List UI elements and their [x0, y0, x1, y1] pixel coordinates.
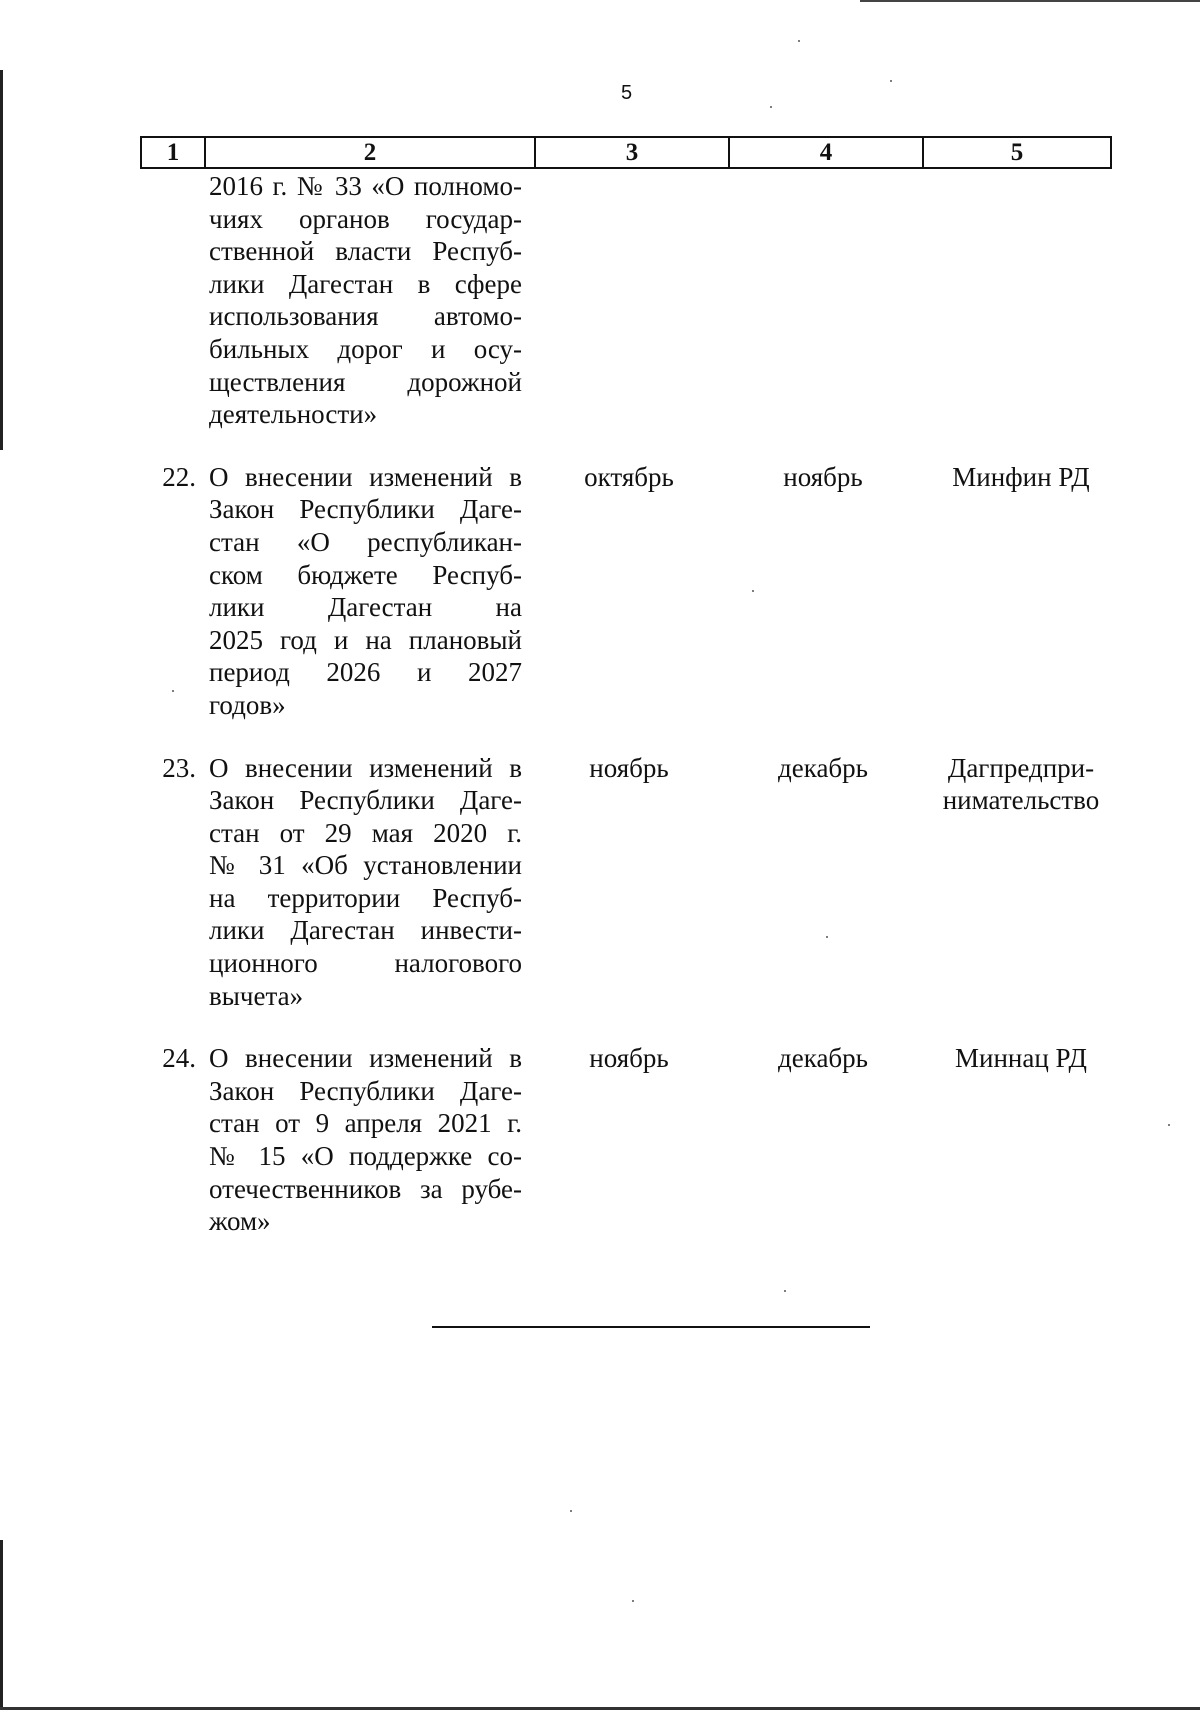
title-line: жом»	[209, 1206, 271, 1237]
end-of-document-rule	[432, 1326, 870, 1328]
row-title	[202, 170, 522, 431]
scan-speck	[752, 590, 754, 592]
row-col5	[920, 461, 1112, 493]
title-line: ционного налогового	[209, 948, 522, 979]
title-line: 2025 год и на плановый	[209, 624, 522, 655]
table-header	[140, 136, 1112, 169]
title-line: на территории Респуб-	[209, 882, 522, 913]
header-cell-1: 1	[142, 138, 206, 167]
row-title	[202, 461, 522, 722]
title-line: стан от 29 мая 2020 г.	[209, 817, 522, 848]
row-col5	[920, 752, 1112, 816]
col5-line: Дагпредпри-	[947, 752, 1095, 783]
title-line: № 31 «Об установлении	[209, 850, 522, 881]
title-line: отечественников за рубе-	[209, 1173, 522, 1204]
scan-speck	[570, 1510, 572, 1512]
table-row	[140, 752, 1112, 1013]
col5-line: Миннац РД	[955, 1043, 1087, 1074]
header-cell-4: 4	[730, 138, 924, 167]
row-title	[202, 1042, 522, 1238]
title-line: О внесении изменений в	[209, 461, 522, 492]
scan-speck	[172, 690, 174, 692]
title-line: 2016 г. № 33 «О полномо-	[209, 171, 522, 201]
scan-edge-left	[0, 70, 3, 450]
title-line: стан «О республикан-	[209, 526, 522, 557]
header-cell-3: 3	[536, 138, 730, 167]
title-line: ществления дорожной	[209, 366, 522, 397]
row-col3: ноябрь	[589, 1043, 669, 1074]
scan-speck	[770, 106, 772, 108]
title-line: ственной власти Респуб-	[209, 236, 522, 267]
col5-line: Минфин РД	[952, 461, 1090, 492]
title-line: Закон Республики Даге-	[209, 1075, 522, 1106]
title-line: Закон Республики Даге-	[209, 494, 522, 525]
title-line: период 2026 и 2027	[209, 657, 522, 688]
row-number: 24.	[162, 1043, 196, 1074]
title-line: годов»	[209, 689, 286, 720]
title-line: О внесении изменений в	[209, 752, 522, 783]
title-line: О внесении изменений в	[209, 1043, 522, 1074]
col5-line: нимательство	[942, 784, 1100, 815]
row-col4: ноябрь	[783, 461, 863, 492]
row-col4: декабрь	[778, 752, 868, 783]
title-line: вычета»	[209, 980, 304, 1011]
scan-speck	[798, 40, 800, 42]
title-line: чиях органов государ-	[209, 203, 522, 234]
table-row	[140, 170, 1112, 431]
title-line: Закон Республики Даге-	[209, 785, 522, 816]
title-line: ском бюджете Респуб-	[209, 559, 522, 590]
row-number: 23.	[162, 752, 196, 783]
title-line: деятельности»	[209, 399, 378, 430]
title-line: лики Дагестан инвести-	[209, 915, 522, 946]
row-col3: октябрь	[584, 461, 674, 492]
table-row	[140, 1042, 1112, 1238]
page-number: 5	[620, 82, 633, 104]
scan-speck	[632, 1600, 634, 1602]
title-line: лики Дагестан в сфере	[209, 268, 522, 299]
title-line: стан от 9 апреля 2021 г.	[209, 1108, 522, 1139]
header-cell-5: 5	[1010, 139, 1024, 166]
row-col3: ноябрь	[589, 752, 669, 783]
scan-speck	[784, 1290, 786, 1292]
table-body	[140, 170, 1112, 1268]
scan-edge-left-lower	[0, 1540, 3, 1710]
row-title	[202, 752, 522, 1013]
scan-speck	[890, 80, 892, 82]
scan-speck	[1168, 1124, 1170, 1126]
row-col4: декабрь	[778, 1043, 868, 1074]
row-col5	[920, 1042, 1112, 1074]
title-line: лики Дагестан на	[209, 592, 522, 623]
header-cell-2: 2	[206, 138, 536, 167]
title-line: бильных дорог и осу-	[209, 333, 522, 364]
row-number: 22.	[162, 461, 196, 492]
scan-edge-top	[860, 0, 1200, 2]
table-row	[140, 461, 1112, 722]
title-line: использования автомо-	[209, 301, 522, 332]
scan-speck	[826, 936, 828, 938]
title-line: № 15 «О поддержке со-	[209, 1141, 522, 1172]
